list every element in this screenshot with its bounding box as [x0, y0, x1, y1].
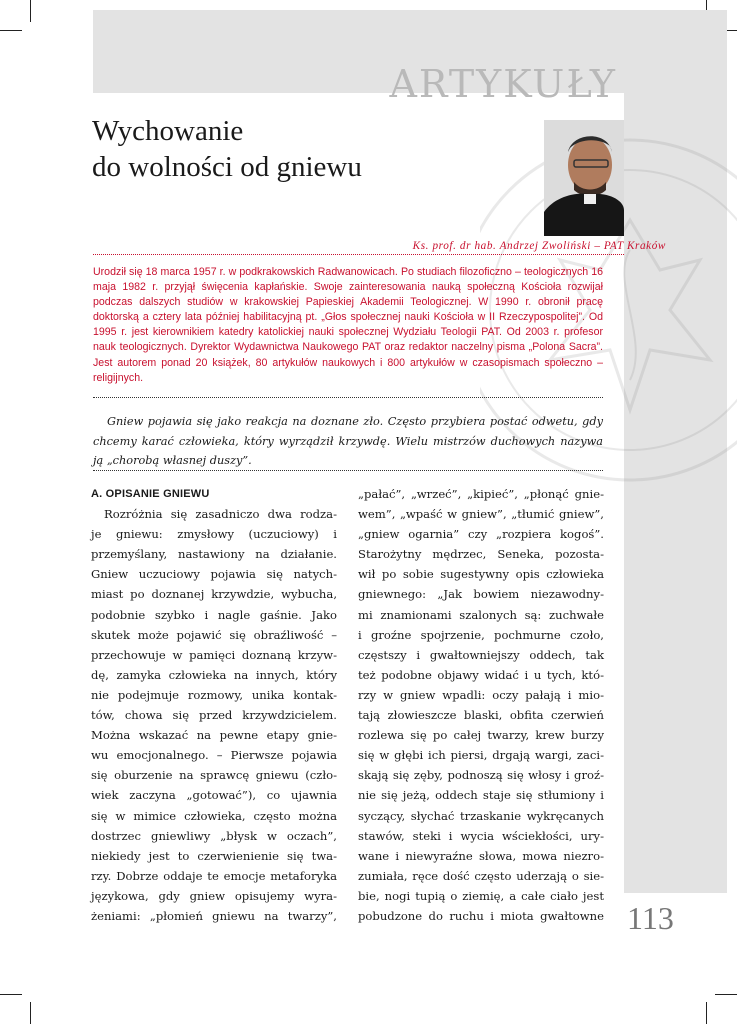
text-line: miast po doznanej krzywdzie, wybucha,	[91, 587, 337, 602]
text-line: dę, zamyka człowieka na innych, który	[91, 667, 337, 682]
text-line: niekiedy jest to czerwienienie się twa-	[91, 848, 337, 863]
text-line: mi znamionami szalonych są: zuchwałe	[358, 607, 604, 622]
title-line: Wychowanie	[92, 115, 244, 147]
author-name: Ks. prof. dr hab. Andrzej Zwoliński	[412, 240, 591, 252]
text-line: je gniewu: zmysłowy (uczuciowy) i	[91, 527, 337, 542]
text-line: Można wskazać na pewne etapy gnie-	[91, 728, 337, 743]
text-line: nie podejmuje rozmowy, unika kontak-	[91, 687, 337, 702]
text-line: tów, chowa się przed krzywdzicielem.	[91, 708, 337, 723]
text-line: przemyślany, nastawiony na działanie.	[91, 547, 337, 562]
author-line	[93, 240, 666, 252]
text-line: się w głębi ich piersi, drgają wargi, zaci-	[358, 748, 604, 763]
body-column-left	[91, 484, 337, 926]
divider	[93, 470, 603, 471]
text-line: syczący, słychać trzaskanie wykręcanych	[358, 808, 604, 823]
page-number: 113	[627, 900, 674, 936]
article-lead: Gniew pojawia się jako reakcja na doznane zło. Często przybiera postać odwetu, gdy chcemy karać człowieka, który wyrządził krzywdę. Wielu mistrzów duchowych nazywa ją „chorobą własnej duszy”.	[93, 415, 603, 467]
title-line: do wolności od gniewu	[92, 151, 362, 183]
crop-mark	[715, 994, 737, 995]
crop-mark	[706, 1002, 707, 1024]
text-line: rozlewa się po całej twarzy, krew burzy	[358, 728, 604, 743]
text-line: wił po sobie sugestywny opis człowieka	[358, 567, 604, 582]
divider	[93, 397, 603, 398]
crop-mark	[0, 30, 22, 31]
section-label: ARTYKUŁY	[389, 62, 617, 106]
divider	[93, 254, 624, 255]
author-bio: Urodził się 18 marca 1957 r. w podkrakowskich Radwanowicach. Po studiach filozoficzno – teologicznych 16 maja 1982 r. przyjął święcenia kapłańskie. Swoje zainteresowania nauką społeczną Kościoła rozwijał podczas dalszych studiów w krakowskiej Papieskiej Akademii Teologicznej. W 1990 r. obronił pracę doktorską a cztery lata później habilitacyjną pt. „Głos społecznej nauki Kościoła w II Rzeczypospolitej”. Od 1995 r. jest kierownikiem katedry katolickiej nauki społecznej Wydziału Teologii PAT. Od 2003 r. profesor nauk teologicznych. Dyrektor Wydawnictwa Naukowego PAT oraz redaktor naczelny pisma „Polona Sacra”. Jest autorem ponad 20 książek, 80 artykułów naukowych i 800 artykułów w czasopismach społeczno – religijnych.	[93, 266, 603, 384]
crop-mark	[0, 994, 22, 995]
text-line: nie się jeżą, oddech staje się stłumiony i	[358, 788, 604, 803]
author-affiliation: – PAT Kraków	[594, 240, 666, 252]
text-line: częstszy i gwałtowniejszy oddech, tak	[358, 647, 604, 662]
text-line: językowa, gdy gniew opisujemy wyra-	[91, 888, 337, 903]
text-line: wiek zaczyna „gotować”), co ujawnia	[91, 788, 337, 803]
text-line: tają złowieszcze blaski, obfita czerwień	[358, 708, 604, 723]
text-line: wem”, „wpaść w gniew”, „tłumić gniew”,	[358, 507, 604, 522]
text-line: gniewnego: „Jak bowiem niezawodny-	[358, 587, 604, 602]
text-line: się oburzenie na sprawcę gniewu (czło-	[91, 768, 337, 783]
text-line: też podobne objawy widać i u tych, któ-	[358, 667, 604, 682]
section-heading: A. OPISANIE GNIEWU	[91, 488, 210, 500]
text-line: zumiała, ręce dość często uderzają o sie-	[358, 868, 604, 883]
header-band	[93, 10, 727, 106]
text-line: pobudzone do ruchu i miota gwałtowne	[358, 908, 604, 923]
text-line: rzy. Dobrze oddaje te emocje metaforyka	[91, 868, 337, 883]
text-line: przechowuje w pamięci doznaną krzyw-	[91, 647, 337, 662]
text-line: skutek może pojawić się obraźliwość –	[91, 627, 337, 642]
text-line: skają się zęby, podnoszą się włosy i groź-	[358, 768, 604, 783]
text-line: Rozróżnia się zasadniczo dwa rodza-	[104, 507, 337, 522]
text-line: bie, nogi tupią o ziemię, a całe ciało jest	[358, 888, 604, 903]
crop-mark	[30, 1002, 31, 1024]
crop-mark	[30, 0, 31, 22]
article-title	[92, 113, 512, 185]
text-line: stawów, steki i wycia wściekłości, ury-	[358, 828, 604, 843]
body-column-right	[358, 484, 604, 926]
text-line: się w mimice człowieka, często można	[91, 808, 337, 823]
author-portrait	[544, 120, 624, 236]
text-line: podobnie szybko i nagle gaśnie. Jako	[91, 607, 337, 622]
text-line: „gniew ogarnia” czy „rozpiera kogoś”.	[358, 527, 604, 542]
text-line: dostrzec gniewliwy „błysk w oczach”,	[91, 828, 337, 843]
text-line: żeniami: „płomień gniewu na twarzy”,	[91, 908, 337, 923]
text-line: Starożytny mędrzec, Seneka, pozosta-	[358, 547, 604, 562]
text-line: rzy w gniew wpadli: oczy pałają i mio-	[358, 687, 604, 702]
text-line: „pałać”, „wrzeć”, „kipieć”, „płonąć gnie-	[358, 487, 604, 501]
text-line: i groźne spojrzenie, pochmurne czoło,	[358, 627, 604, 642]
text-line: wane i niewyraźne słowa, mowa niezro-	[358, 848, 604, 863]
text-line: Gniew uczuciowy pojawia się natych-	[91, 567, 337, 582]
text-line: wu emocjonalnego. – Pierwsze pojawia	[91, 748, 337, 763]
